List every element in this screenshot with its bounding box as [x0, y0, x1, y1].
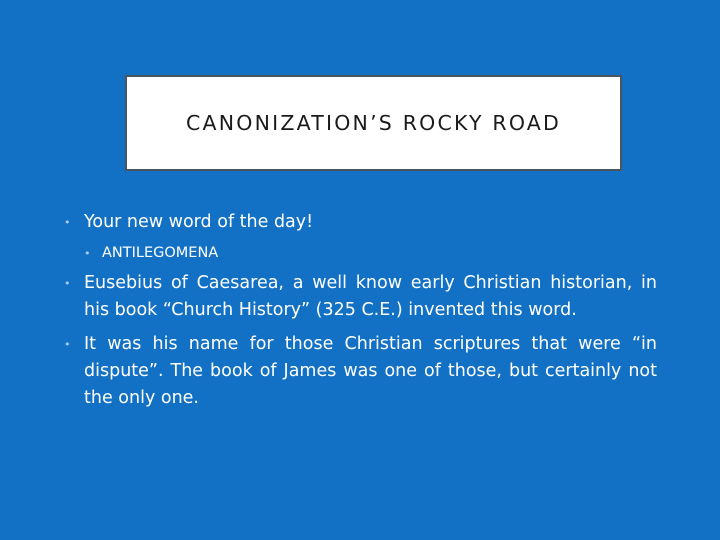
slide-title: CANONIZATION’S ROCKY ROAD — [185, 111, 562, 135]
sub-bullet-item — [64, 243, 657, 263]
bullet-text: Your new word of the day! — [84, 212, 314, 232]
bullet-dot-icon: • — [64, 338, 71, 351]
bullet-item — [64, 331, 657, 412]
slide-body — [64, 209, 657, 412]
bullet-item — [64, 209, 657, 236]
bullet-text: Eusebius of Caesarea, a well know early Christian historian, in his book “Church History” (325 C.E.) invented this word. — [84, 273, 657, 320]
bullet-text: It was his name for those Christian scriptures that were “in dispute”. The book of James was one of those, but certainly not the only one. — [84, 334, 657, 408]
bullet-dot-icon: • — [64, 216, 71, 229]
title-box — [125, 75, 622, 171]
bullet-text: ANTILEGOMENA — [102, 245, 219, 261]
bullet-dot-icon: • — [84, 247, 91, 260]
bullet-dot-icon: • — [64, 277, 71, 290]
bullet-item — [64, 270, 657, 324]
